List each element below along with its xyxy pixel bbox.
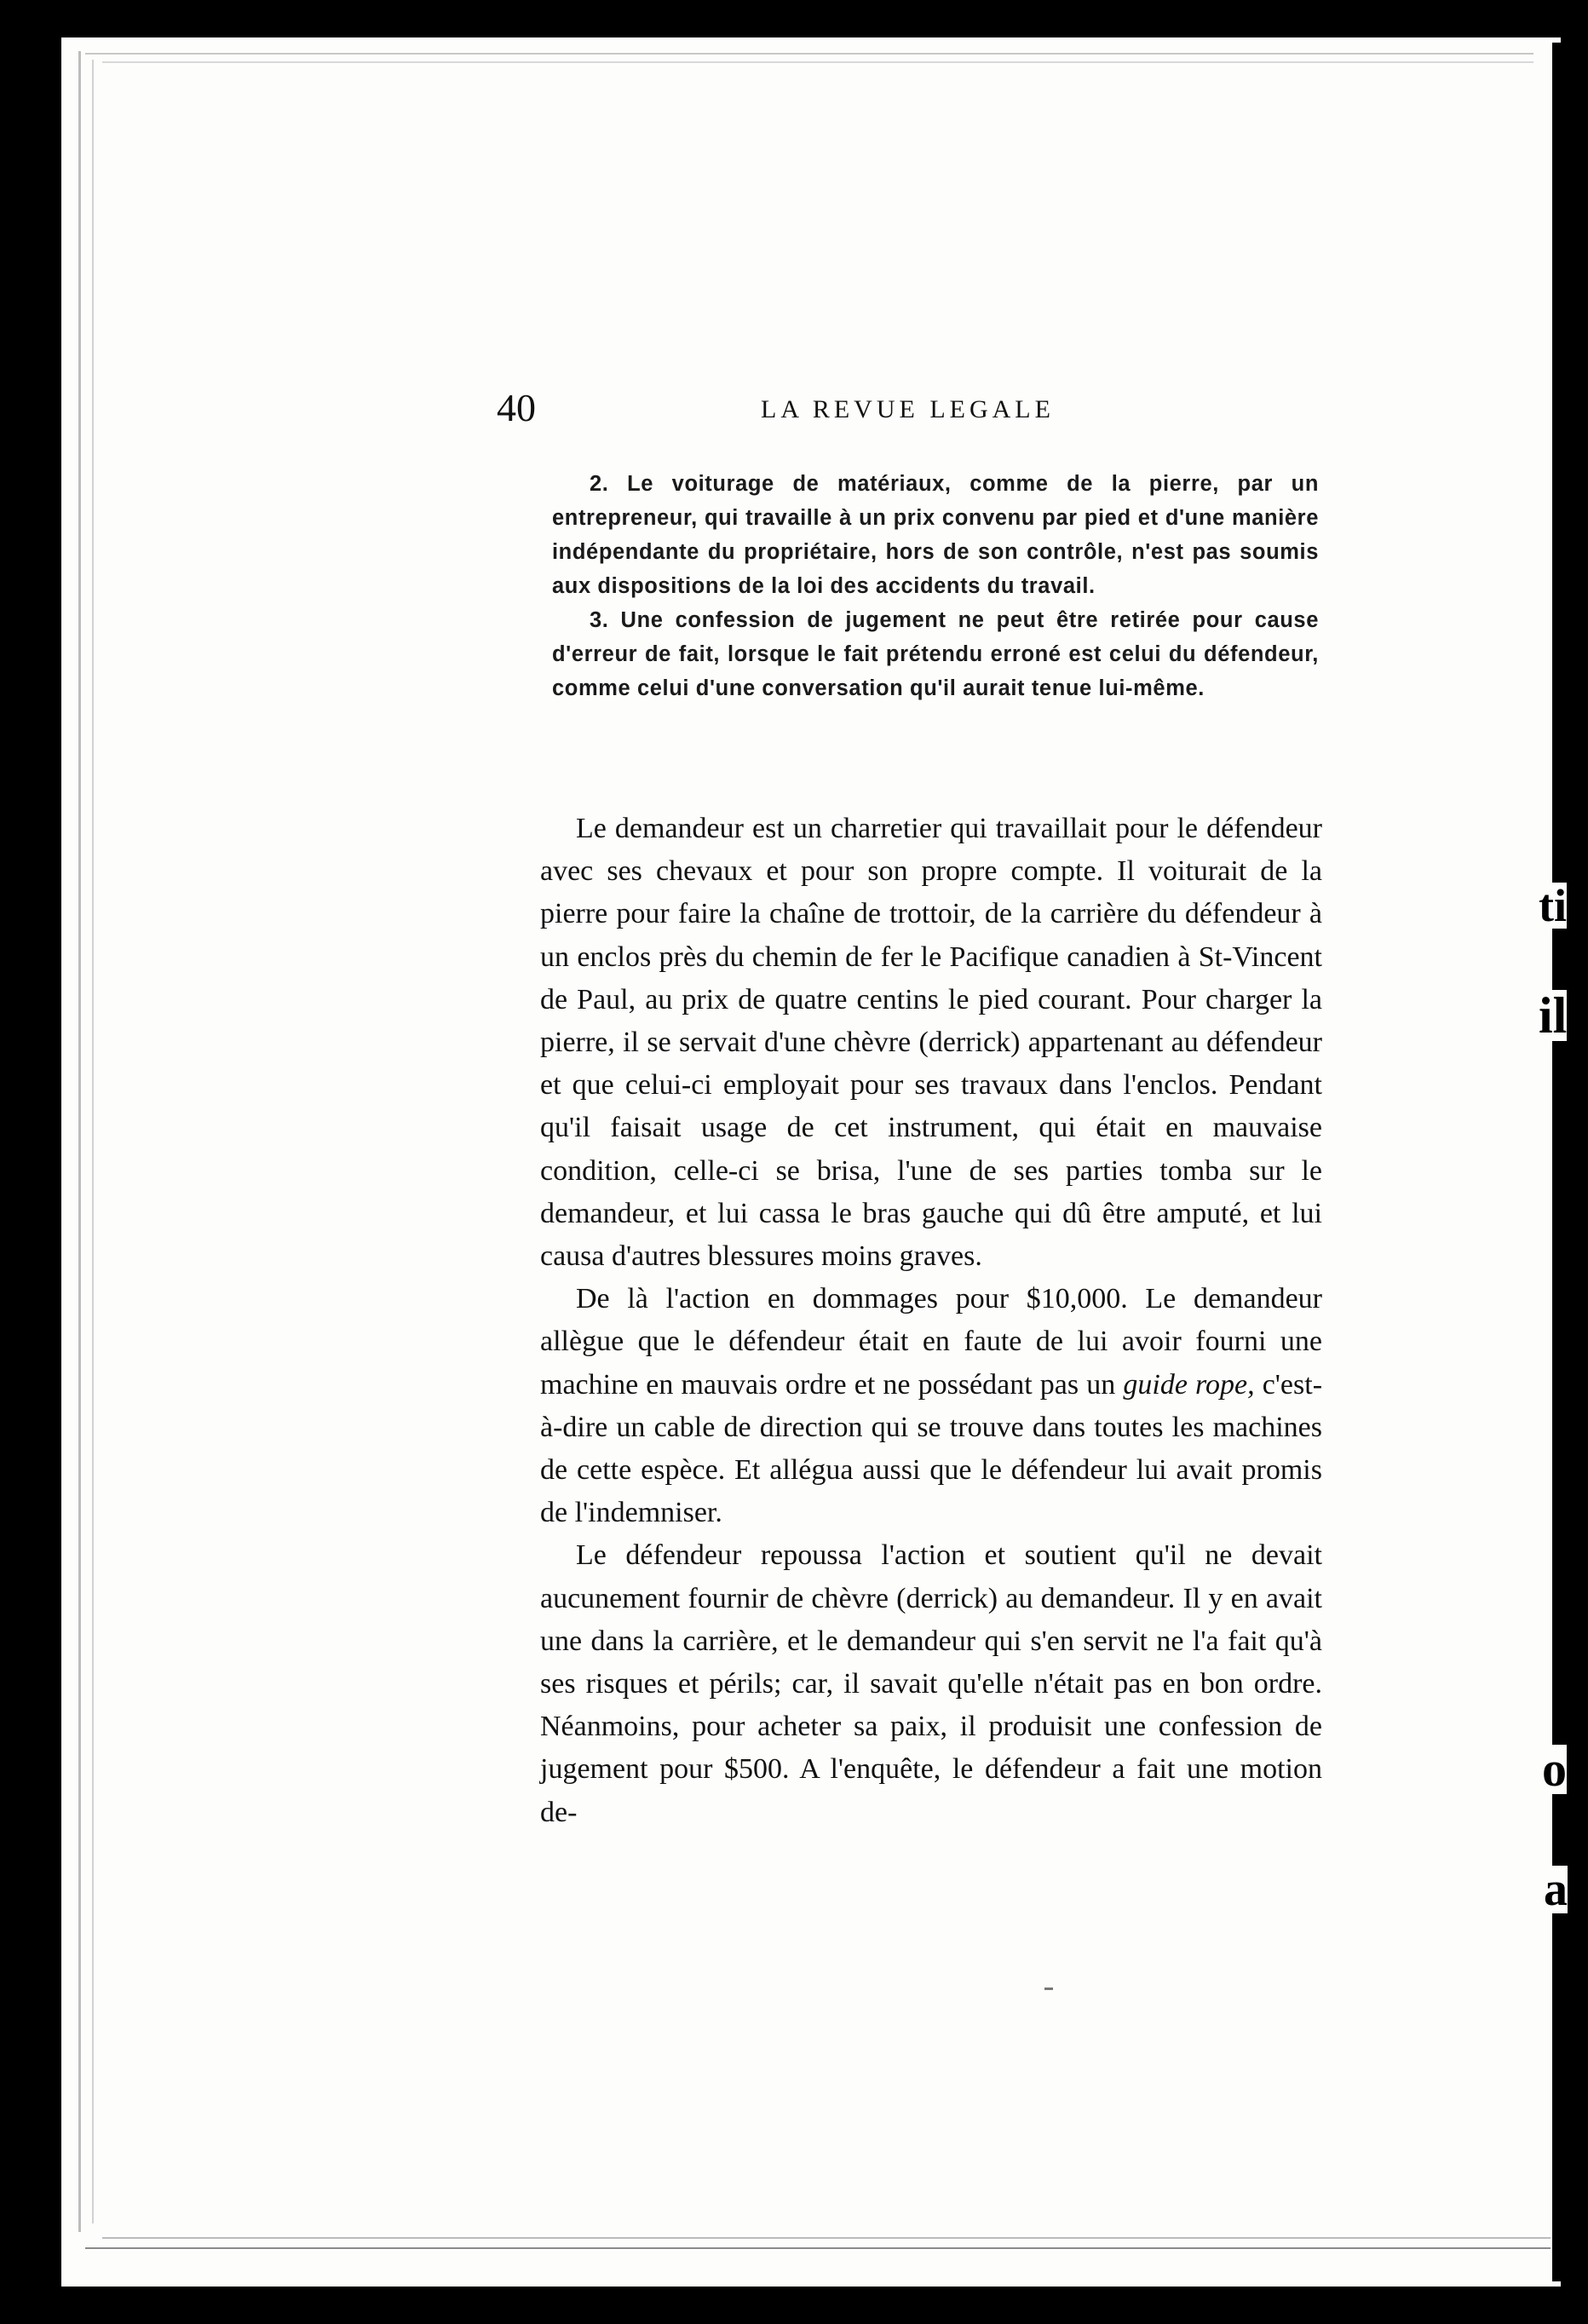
facing-page-fragment: o: [1542, 1741, 1567, 1797]
page-edge-bottom: [85, 2247, 1551, 2249]
page-number: 40: [497, 386, 536, 429]
summary-paragraph-2: 2. Le voiturage de matériaux, comme de la pierre, par un entrepreneur, qui travaille à un prix convenu par pied et d'une manière indépendante du propriétaire, hors de son contrôle, n'est pas soumis aux dispositions de la loi des accidents du travail.: [552, 472, 1319, 598]
body-paragraph-2-text: De là l'action en dommages pour $10,000. Le demandeur allègue que le défendeur était en faute de lui avoir fourni une machine en mauvais ordre et ne possédant pas un: [540, 1283, 1322, 1401]
page-edge-bottom-2: [102, 2237, 1551, 2239]
scan-border-right: [1552, 43, 1588, 2281]
facing-page-fragment: il: [1539, 987, 1568, 1044]
body-paragraph-3: Le défendeur repoussa l'action et soutient qu'il ne devait aucunement fournir de chèvre (derrick) au demandeur. Il y en avait une dans la carrière, et le demandeur qui s'en servit ne l'a fait qu'à ses risques et périls; car, il savait qu'elle n'était pas en bon ordre. Néanmoins, pour acheter sa paix, il produisit une confession de jugement pour $500. A l'enquête, le défendeur a fait une motion de-: [540, 1539, 1322, 1828]
stray-mark: [1044, 1987, 1053, 1990]
page-edge-left: [78, 51, 81, 2232]
body-paragraph-1: Le demandeur est un charretier qui travaillait pour le défendeur avec ses chevaux et pour son propre compte. Il voiturait de la pierre pour faire la chaîne de trottoir, de la carrière du défendeur à un enclos près du chemin de fer le Pacifique canadien à St-Vincent de Paul, au prix de quatre centins le pied courant. Pour charger la pierre, il se servait d'une chèvre (derrick) appartenant au défendeur et que celui-ci employait pour ses travaux dans l'enclos. Pendant qu'il faisait usage de cet instrument, qui était en mauvaise condition, celle-ci se brisa, l'une de ses parties tomba sur le demandeur, et lui cassa le bras gauche qui dû être amputé, et lui causa d'autres blessures moins graves.: [540, 813, 1322, 1273]
facing-page-fragment: a: [1544, 1863, 1568, 1916]
body-paragraph-2: [540, 1278, 1322, 1534]
body-text: [540, 808, 1322, 1834]
page-edge-left-inner: [92, 60, 94, 2223]
summary-paragraph-3: 3. Une confession de jugement ne peut être retirée pour cause d'erreur de fait, lorsque le fait prétendu erroné est celui du défendeur, comme celui d'une conversation qu'il aurait tenue lui-même.: [552, 608, 1319, 700]
facing-page-fragment: ti: [1539, 880, 1567, 931]
running-title: LA REVUE LEGALE: [761, 395, 1055, 423]
case-summary: [552, 467, 1319, 705]
running-header: [497, 385, 1323, 436]
page-edge-top: [85, 53, 1533, 55]
page-edge-top-2: [102, 61, 1533, 63]
body-paragraph-2-text-end: c'est-à-dire un cable de direction qui se trouve dans toutes les machines de cette espèce. Et allégua aussi que le défendeur lui avait promis de l'indemniser.: [540, 1368, 1323, 1529]
italic-term: guide rope,: [1123, 1368, 1255, 1401]
